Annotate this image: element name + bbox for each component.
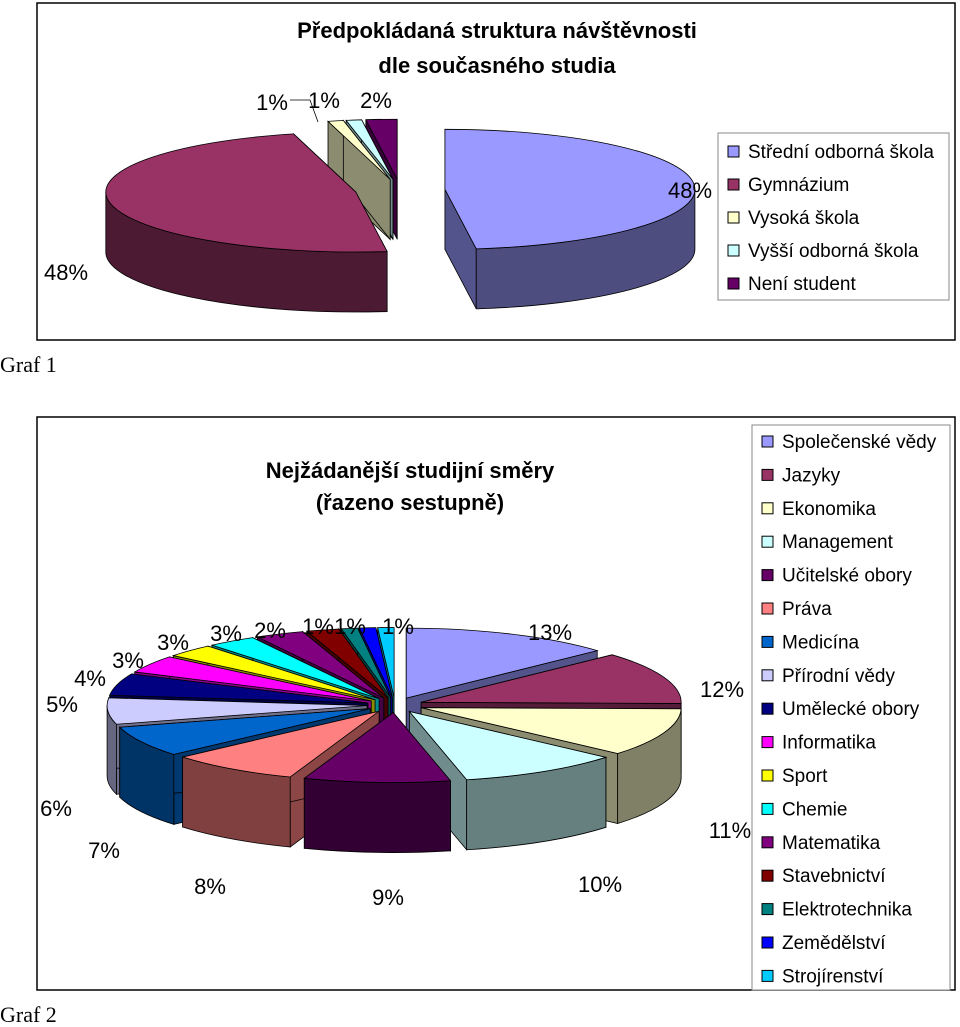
chart2-legend-label-spolecenske-vedy: Společenské vědy [782,432,937,453]
chart2-title: Nejžádanější studijní směry [265,458,555,483]
chart1-legend-label-vyssi-odborna-skola: Vyšší odborná škola [748,241,919,262]
chart1-legend-label-vysoka-skola: Vysoká škola [748,208,860,229]
chart2-data-label-medicina: 7% [88,838,120,863]
chart2-legend-label-jazyky: Jazyky [782,465,841,487]
chart2-legend-label-stavebnictvi: Stavebnictví [782,866,886,888]
chart2-legend-swatch-zemedelstvi [762,937,773,948]
chart2-legend-swatch-spolecenske-vedy [762,436,773,447]
chart2-data-label-stavebnictvi: 2% [254,618,286,643]
chart2-legend-swatch-ucitelske-obory [762,570,773,581]
chart2-legend-swatch-jazyky [762,469,773,480]
chart1-legend-swatch-gymnazium [728,179,739,190]
chart1-legend-swatch-neni-student [728,278,739,289]
chart2-legend-swatch-prirodni-vedy [762,670,773,681]
chart2-legend-swatch-informatika [762,737,773,748]
chart2-legend-swatch-matematika [762,837,773,848]
chart2-legend-label-medicina: Medicína [782,632,860,654]
chart2-legend-label-chemie: Chemie [782,799,848,821]
chart1-data-label-stredni-odborna-skola: 48% [667,178,713,203]
graf1-caption: Graf 1 [0,352,57,377]
chart2-data-label-strojirenstvi: 1% [382,614,414,639]
chart2-data-label-umelecke-obory: 5% [46,692,78,717]
chart2-legend-label-prirodni-vedy: Přírodní vědy [782,665,895,687]
chart1-legend-swatch-stredni-odborna-skola [728,146,739,157]
chart1-legend-label-neni-student: Není student [748,274,856,295]
chart1-data-label-vyssi-odborna-skola: 1% [308,88,340,113]
chart1-subtitle: dle současného studia [378,53,616,78]
chart2-legend-label-matematika: Matematika [782,832,881,854]
chart2-legend-swatch-management [762,536,773,547]
chart2-data-label-chemie: 3% [157,630,189,655]
chart2-data-label-prirodni-vedy: 6% [40,796,72,821]
chart2-subtitle: (řazeno sestupně) [315,490,505,515]
chart2-data-label-matematika: 3% [210,621,242,646]
chart1-legend-swatch-vysoka-skola [728,212,739,223]
chart2-legend-label-elektrotechnika: Elektrotechnika [782,899,912,921]
chart2-data-label-zemedelstvi: 1% [334,614,366,639]
chart2-data-label-elektrotechnika: 1% [302,614,334,639]
chart1-data-label-neni-student: 2% [360,88,392,113]
chart2-legend-swatch-stavebnictvi [762,870,773,881]
chart2-legend-label-ekonomika: Ekonomika [782,498,876,520]
chart2-legend-label-management: Management [782,532,893,554]
chart2-legend-swatch-elektrotechnika [762,904,773,915]
chart2-legend-swatch-strojirenstvi [762,970,773,981]
chart2-legend-swatch-umelecke-obory [762,703,773,714]
chart2-legend-label-strojirenstvi: Strojírenství [782,966,884,988]
chart2-data-label-spolecenske-vedy: 13% [527,620,573,645]
chart2-data-label-management: 10% [577,872,623,897]
chart2-data-label-jazyky: 12% [699,677,745,702]
chart2-legend-label-umelecke-obory: Umělecké obory [782,699,920,721]
chart1-title: Předpokládaná struktura návštěvnosti [297,18,697,43]
chart2-legend-swatch-chemie [762,803,773,814]
chart2-legend-swatch-ekonomika [762,503,773,514]
chart2-data-label-ucitelske-obory: 9% [372,885,404,910]
chart2-data-label-sport: 3% [112,648,144,673]
chart2-data-label-prava: 8% [194,874,226,899]
graf2-caption: Graf 2 [0,1002,57,1027]
chart2-legend-label-sport: Sport [782,766,828,787]
chart2-data-label-informatika: 4% [74,666,106,691]
chart2-legend-swatch-sport [762,770,773,781]
chart1-legend-label-stredni-odborna-skola: Střední odborná škola [748,142,934,163]
chart2-legend-label-ucitelske-obory: Učitelské obory [782,565,912,587]
chart1-data-label-vysoka-skola: 1% [256,90,288,115]
chart1-legend-swatch-vyssi-odborna-skola [728,245,739,256]
chart2-legend-label-prava: Práva [782,599,832,620]
chart2-legend-swatch-medicina [762,636,773,647]
chart2-legend-label-informatika: Informatika [782,732,876,754]
chart2-legend-swatch-prava [762,603,773,614]
chart1-data-label-gymnazium: 48% [43,260,89,285]
chart1-legend-label-gymnazium: Gymnázium [748,175,850,196]
chart2-data-label-ekonomika: 11% [708,818,752,843]
chart2-legend-label-zemedelstvi: Zemědělství [782,933,886,954]
